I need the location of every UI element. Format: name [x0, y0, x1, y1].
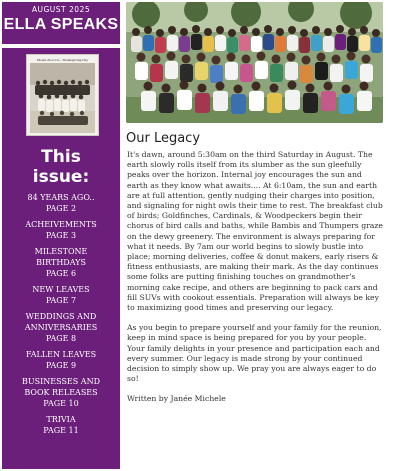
toc-title: ACHEIVEMENTS	[25, 220, 97, 229]
toc-item-trivia[interactable]	[2, 414, 120, 436]
reunion-photo-image	[126, 2, 383, 123]
toc-item-new-leaves[interactable]	[2, 284, 120, 306]
toc-item-milestone-birthdays[interactable]	[2, 246, 120, 279]
toc-item-fallen-leaves[interactable]	[2, 349, 120, 371]
article-byline: Written by Janée Michele	[127, 394, 226, 404]
article-body	[127, 150, 383, 405]
this-issue-line1: This	[41, 147, 81, 167]
toc-page: PAGE 3	[45, 231, 77, 240]
historic-photo	[26, 54, 99, 136]
toc-title: MILESTONE BIRTHDAYS	[34, 247, 88, 267]
sidebar	[0, 0, 122, 471]
toc-page: PAGE 8	[45, 334, 77, 343]
article-title: Our Legacy	[126, 131, 201, 146]
toc-title: FALLEN LEAVES	[25, 350, 97, 359]
historic-photo-caption: Mount Zion Ch... Thanksgiving Day	[36, 58, 89, 62]
this-issue-line2: issue:	[32, 167, 90, 187]
toc-page: PAGE 2	[45, 204, 77, 213]
toc-page: PAGE 11	[43, 426, 79, 435]
toc-page: PAGE 9	[45, 361, 77, 370]
historic-group-image	[30, 63, 95, 133]
toc-page: PAGE 7	[45, 296, 77, 305]
toc-title: 84 YEARS AGO..	[27, 193, 95, 202]
toc-page: PAGE 10	[43, 399, 79, 408]
toc-title: WEDDINGS AND ANNIVERSARIES	[24, 312, 98, 332]
newsletter-title: ELLA SPEAKS	[3, 16, 119, 33]
issue-date: AUGUST 2025	[31, 5, 91, 14]
toc-page: PAGE 6	[45, 269, 77, 278]
toc-title: TRIVIA	[46, 415, 76, 424]
table-of-contents	[2, 192, 120, 441]
toc-title: BUSINESSES AND BOOK RELEASES	[22, 377, 100, 397]
contents-panel	[2, 48, 120, 469]
article-paragraph-1: It's dawn, around 5:30am on the third Saturday in August. The earth slowly rolls itself from its slumber as the sun gleefully peaks over the horizon. Internal joy encourages the sun and earth as they know what awaits.... At 6:10am, the sun and earth are at full attention, gently nudging their charges into position, and signaling for night owls their time to rest. The breakfast club of birds; Goldfinches, Cardinals, & Woodpeckers begin their chorus of bird calls and baths, while Bambis and Thumpers graze on the dewy greenery. The environment is always preparing for what it needs. By 7am our world begins to slowly bustle into place; morning deliveries, coffee & donut makers, early risers & fitness enthusiasts, are making their mark. As the day continues some folks are putting finishing touches on grandmother's morning cake recipe, and others are beginning to pack cars and fill SUVs with cookout essentials. Preparation will always be key to maximizing good times and preserving our legacy.	[127, 150, 383, 313]
toc-title: NEW LEAVES	[32, 285, 90, 294]
article-paragraph-2: As you begin to prepare yourself and your family for the reunion, keep in mind space is being prepared for you by your people. Your family delights in your presence and participation each and every summer. Our legacy is made strong by your continued decision to simply show up. We pray you are always eager to do so!	[127, 323, 382, 384]
this-issue-heading	[2, 147, 120, 187]
reunion-group-photo	[126, 2, 383, 123]
toc-item-weddings-and-anniversaries[interactable]	[2, 311, 120, 344]
masthead	[2, 2, 120, 44]
toc-item-businesses-and-book-releases[interactable]	[2, 376, 120, 409]
toc-item-84-years-ago[interactable]	[2, 192, 120, 214]
toc-item-achievements[interactable]	[2, 219, 120, 241]
